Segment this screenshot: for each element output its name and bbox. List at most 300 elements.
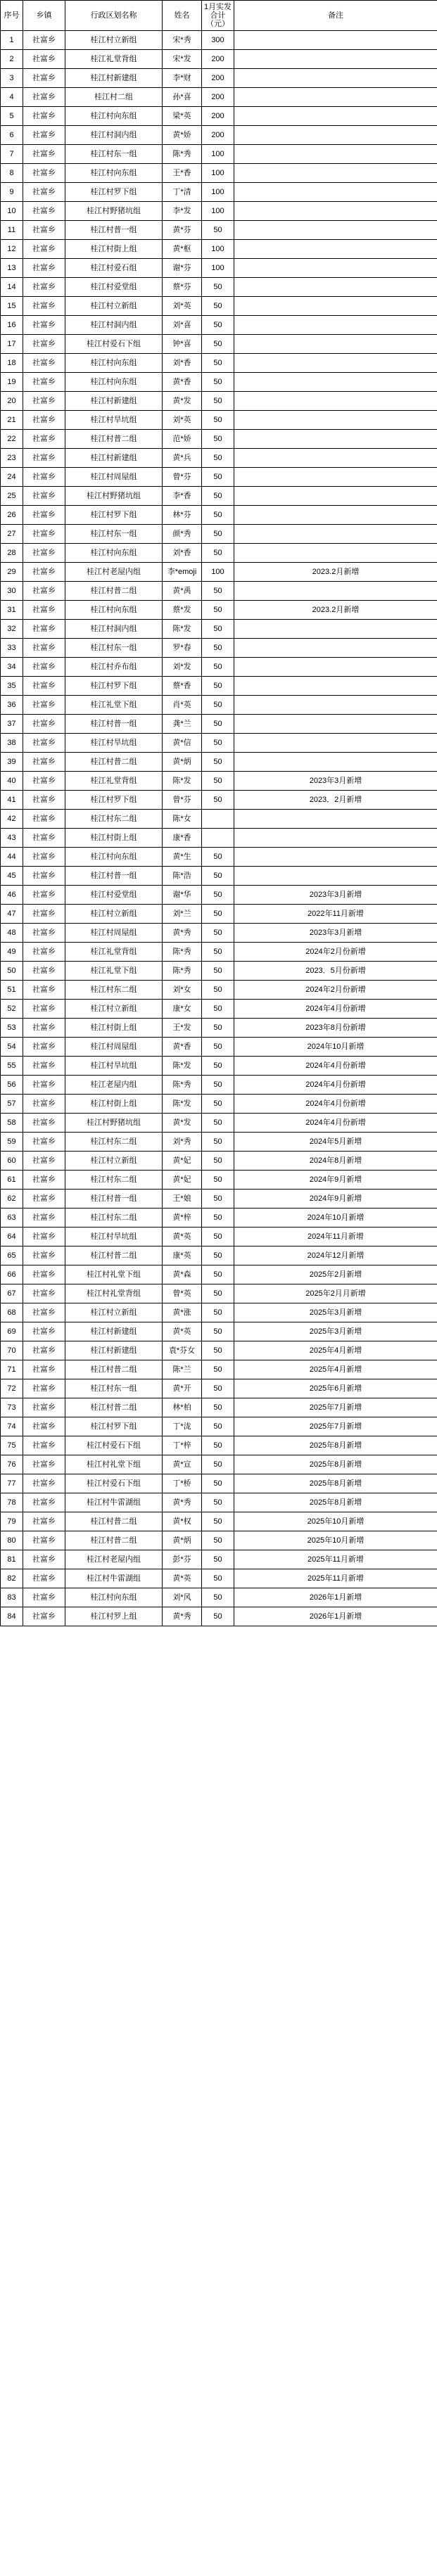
cell-name: 袁*芬女 [163,1341,202,1360]
cell-area: 桂江村罗上组 [65,1607,163,1626]
table-row [1,107,437,126]
cell-seq: 30 [1,582,23,601]
cell-name: 黄*炳 [163,1531,202,1550]
cell-amount: 50 [202,620,234,639]
cell-amount: 200 [202,107,234,126]
cell-name: 梁*英 [163,107,202,126]
cell-town: 社富乡 [23,449,65,468]
cell-note: 2025年7月新增 [234,1417,437,1436]
cell-town: 社富乡 [23,962,65,981]
cell-name: 黄*英 [163,1569,202,1588]
cell-area: 桂江村立新组 [65,297,163,316]
cell-name: 刘*风 [163,1588,202,1607]
cell-town: 社富乡 [23,848,65,867]
cell-amount: 50 [202,658,234,677]
cell-amount: 50 [202,1265,234,1284]
cell-seq: 25 [1,487,23,506]
cell-note [234,753,437,772]
cell-town: 社富乡 [23,240,65,259]
cell-seq: 49 [1,943,23,962]
cell-area: 桂江村礼堂下组 [65,1455,163,1474]
cell-seq: 65 [1,1246,23,1265]
cell-name: 黄*禹 [163,582,202,601]
cell-amount: 50 [202,1095,234,1114]
table-row [1,1493,437,1512]
cell-name: 丁*清 [163,183,202,202]
cell-town: 社富乡 [23,1133,65,1152]
cell-area: 桂江村普一组 [65,715,163,734]
cell-name: 黄*信 [163,734,202,753]
cell-seq: 78 [1,1493,23,1512]
cell-note [234,126,437,145]
table-row [1,1531,437,1550]
cell-area: 桂江村普二组 [65,582,163,601]
cell-amount: 50 [202,1284,234,1303]
cell-amount: 50 [202,1038,234,1057]
cell-note [234,734,437,753]
cell-town: 社富乡 [23,202,65,221]
cell-note: 2024年11月新增 [234,1228,437,1246]
cell-town: 社富乡 [23,335,65,354]
cell-area: 桂江村立新组 [65,31,163,50]
cell-seq: 82 [1,1569,23,1588]
cell-seq: 72 [1,1379,23,1398]
cell-seq: 13 [1,259,23,278]
cell-name: 龚*兰 [163,715,202,734]
cell-seq: 1 [1,31,23,50]
cell-area: 桂江村罗下组 [65,677,163,696]
cell-name: 黄*开 [163,1379,202,1398]
cell-town: 社富乡 [23,1152,65,1171]
cell-note [234,316,437,335]
table-row [1,278,437,297]
cell-note: 2024年4月份新增 [234,1076,437,1095]
cell-note: 2025年10月新增 [234,1531,437,1550]
cell-area: 桂江村洞内组 [65,126,163,145]
cell-town: 社富乡 [23,1114,65,1133]
cell-name: 谢*华 [163,886,202,905]
cell-area: 桂江村普二组 [65,1531,163,1550]
cell-area: 桂江礼堂背组 [65,50,163,69]
cell-seq: 15 [1,297,23,316]
cell-area: 桂江村东一组 [65,639,163,658]
cell-name: 罗*春 [163,639,202,658]
cell-name: 陈*发 [163,1095,202,1114]
cell-amount: 50 [202,1512,234,1531]
table-row [1,1038,437,1057]
cell-town: 社富乡 [23,183,65,202]
column-header-town: 乡镇 [23,1,65,31]
cell-area: 桂江村新建组 [65,69,163,88]
cell-amount: 100 [202,183,234,202]
cell-area: 桂江老屋内组 [65,1076,163,1095]
table-row [1,126,437,145]
cell-note: 2025年7月新增 [234,1398,437,1417]
cell-area: 桂江村向东组 [65,601,163,620]
cell-note: 2025年8月新增 [234,1436,437,1455]
cell-town: 社富乡 [23,107,65,126]
table-row [1,354,437,373]
table-row [1,544,437,563]
cell-note [234,544,437,563]
cell-town: 社富乡 [23,1303,65,1322]
cell-note: 2023.2月新增 [234,601,437,620]
cell-amount: 50 [202,411,234,430]
cell-town: 社富乡 [23,1398,65,1417]
cell-name: 刘*女 [163,981,202,1000]
cell-name: 李*发 [163,202,202,221]
cell-area: 桂江村爱石组 [65,259,163,278]
cell-name: 黄*秀 [163,924,202,943]
cell-seq: 6 [1,126,23,145]
table-row [1,259,437,278]
cell-note [234,715,437,734]
table-row [1,1360,437,1379]
table-row [1,69,437,88]
cell-area: 桂江村礼堂背组 [65,1284,163,1303]
table-row [1,867,437,886]
cell-amount: 50 [202,468,234,487]
cell-area: 桂江村普一组 [65,221,163,240]
cell-amount: 50 [202,1455,234,1474]
cell-note: 2024年4月份新增 [234,1114,437,1133]
cell-area: 桂江村新建组 [65,392,163,411]
cell-seq: 64 [1,1228,23,1246]
cell-area: 桂江村东二组 [65,981,163,1000]
cell-note: 2026年1月新增 [234,1607,437,1626]
cell-town: 社富乡 [23,867,65,886]
cell-area: 桂江村普一组 [65,1190,163,1209]
cell-town: 社富乡 [23,50,65,69]
cell-name: 黄*炳 [163,753,202,772]
cell-area: 桂江村野猪坑组 [65,202,163,221]
cell-name: 钟*喜 [163,335,202,354]
cell-amount: 50 [202,886,234,905]
cell-seq: 70 [1,1341,23,1360]
cell-amount: 50 [202,1171,234,1190]
cell-name: 蔡*香 [163,677,202,696]
cell-name: 曾*芬 [163,791,202,810]
cell-seq: 10 [1,202,23,221]
cell-name: 刘*香 [163,354,202,373]
cell-name: 黄*宣 [163,1455,202,1474]
cell-town: 社富乡 [23,1569,65,1588]
cell-amount: 100 [202,240,234,259]
cell-name: 刘*英 [163,411,202,430]
cell-note: 2025年8月新增 [234,1493,437,1512]
cell-amount: 50 [202,278,234,297]
cell-seq: 62 [1,1190,23,1209]
table-header-row [1,1,437,31]
table-row [1,1569,437,1588]
table-row [1,601,437,620]
cell-area: 桂江村立新组 [65,1152,163,1171]
table-row [1,981,437,1000]
table-row [1,677,437,696]
table-row [1,1019,437,1038]
cell-note [234,506,437,525]
table-row [1,924,437,943]
cell-amount: 50 [202,221,234,240]
cell-name: 康*香 [163,829,202,848]
cell-name: 黄*香 [163,373,202,392]
cell-town: 社富乡 [23,1379,65,1398]
cell-seq: 71 [1,1360,23,1379]
cell-town: 社富乡 [23,164,65,183]
cell-note: 2024年4月份新增 [234,1095,437,1114]
table-row [1,848,437,867]
table-row [1,1000,437,1019]
table-row [1,1474,437,1493]
cell-area: 桂江村立新组 [65,1303,163,1322]
cell-note [234,867,437,886]
cell-area: 桂江村新建组 [65,1341,163,1360]
cell-note [234,525,437,544]
cell-name: 黄*梓 [163,1209,202,1228]
cell-area: 桂江村向东组 [65,848,163,867]
cell-amount: 50 [202,1228,234,1246]
cell-seq: 46 [1,886,23,905]
cell-name: 刘*发 [163,658,202,677]
cell-town: 社富乡 [23,753,65,772]
cell-amount: 50 [202,392,234,411]
cell-note: 2025年2月月新增 [234,1284,437,1303]
cell-area: 桂江村周屋组 [65,468,163,487]
cell-amount: 100 [202,563,234,582]
table-row [1,1171,437,1190]
cell-seq: 63 [1,1209,23,1228]
cell-area: 桂江村罗下组 [65,791,163,810]
cell-note [234,183,437,202]
cell-note: 2025年6月新增 [234,1379,437,1398]
cell-seq: 76 [1,1455,23,1474]
cell-seq: 67 [1,1284,23,1303]
cell-name: 丁*梓 [163,1436,202,1455]
cell-town: 社富乡 [23,1417,65,1436]
cell-name: 黄*发 [163,392,202,411]
cell-seq: 43 [1,829,23,848]
cell-seq: 24 [1,468,23,487]
cell-area: 桂江村普二组 [65,430,163,449]
table-row [1,1114,437,1133]
cell-town: 社富乡 [23,905,65,924]
cell-note [234,829,437,848]
cell-town: 社富乡 [23,1057,65,1076]
cell-note [234,658,437,677]
table-row [1,430,437,449]
table-row [1,943,437,962]
table-row [1,639,437,658]
cell-area: 桂江村东二组 [65,1209,163,1228]
cell-amount: 50 [202,981,234,1000]
cell-name: 曾*英 [163,1284,202,1303]
table-row [1,1607,437,1626]
cell-town: 社富乡 [23,468,65,487]
cell-seq: 80 [1,1531,23,1550]
table-row [1,449,437,468]
cell-note [234,335,437,354]
cell-town: 社富乡 [23,316,65,335]
cell-area: 桂江村牛雷湖组 [65,1569,163,1588]
cell-amount [202,810,234,829]
cell-note: 2025年11月新增 [234,1550,437,1569]
cell-town: 社富乡 [23,1493,65,1512]
cell-note: 2025年10月新增 [234,1512,437,1531]
cell-town: 社富乡 [23,734,65,753]
cell-seq: 16 [1,316,23,335]
cell-note: 2024年2月份新增 [234,943,437,962]
cell-area: 桂江村向东组 [65,354,163,373]
cell-town: 社富乡 [23,1322,65,1341]
cell-amount: 50 [202,430,234,449]
cell-town: 社富乡 [23,1076,65,1095]
cell-amount: 50 [202,867,234,886]
cell-town: 社富乡 [23,1171,65,1190]
cell-name: 黄*森 [163,1265,202,1284]
table-row [1,468,437,487]
cell-name: 康*女 [163,1000,202,1019]
cell-note: 2024年12月新增 [234,1246,437,1265]
cell-name: 黄*秀 [163,1493,202,1512]
cell-town: 社富乡 [23,1284,65,1303]
cell-note: 2023．5月份新增 [234,962,437,981]
cell-seq: 34 [1,658,23,677]
cell-town: 社富乡 [23,1265,65,1284]
cell-amount: 50 [202,1209,234,1228]
cell-town: 社富乡 [23,791,65,810]
cell-town: 社富乡 [23,1246,65,1265]
cell-name: 宋*发 [163,50,202,69]
cell-area: 桂江村洞内组 [65,620,163,639]
cell-name: 陈*女 [163,810,202,829]
cell-seq: 74 [1,1417,23,1436]
cell-amount: 50 [202,848,234,867]
table-row [1,962,437,981]
cell-seq: 26 [1,506,23,525]
cell-name: 曾*芬 [163,468,202,487]
cell-seq: 75 [1,1436,23,1455]
cell-amount: 50 [202,1398,234,1417]
cell-amount: 50 [202,1360,234,1379]
table-row [1,1379,437,1398]
cell-town: 社富乡 [23,1341,65,1360]
cell-name: 黄*秀 [163,1607,202,1626]
cell-town: 社富乡 [23,1209,65,1228]
cell-note [234,107,437,126]
cell-seq: 79 [1,1512,23,1531]
cell-note: 2026年1月新增 [234,1588,437,1607]
cell-amount: 50 [202,1550,234,1569]
cell-note: 2025年3月新增 [234,1303,437,1322]
cell-area: 桂江村东一组 [65,1379,163,1398]
table-row [1,1246,437,1265]
cell-area: 桂江礼堂下组 [65,962,163,981]
table-row [1,145,437,164]
cell-seq: 31 [1,601,23,620]
cell-town: 社富乡 [23,1228,65,1246]
cell-note [234,582,437,601]
cell-note [234,677,437,696]
cell-amount: 50 [202,1417,234,1436]
cell-note: 2024年9月新增 [234,1190,437,1209]
cell-note: 2024年5月新增 [234,1133,437,1152]
column-header-name: 姓名 [163,1,202,31]
cell-seq: 60 [1,1152,23,1171]
cell-amount: 100 [202,202,234,221]
cell-amount: 50 [202,1436,234,1455]
cell-seq: 59 [1,1133,23,1152]
cell-seq: 11 [1,221,23,240]
cell-area: 桂江村东二组 [65,1171,163,1190]
cell-seq: 28 [1,544,23,563]
cell-name: 黄*妃 [163,1152,202,1171]
table-row [1,297,437,316]
cell-area: 桂江村旱坑组 [65,1228,163,1246]
cell-name: 林*柏 [163,1398,202,1417]
cell-amount: 50 [202,639,234,658]
cell-area: 桂江村礼堂下组 [65,1265,163,1284]
cell-seq: 47 [1,905,23,924]
cell-name: 李*emoji [163,563,202,582]
cell-town: 社富乡 [23,1455,65,1474]
cell-note [234,411,437,430]
cell-name: 黄*英 [163,1228,202,1246]
cell-town: 社富乡 [23,525,65,544]
cell-area: 桂江村野猪坑组 [65,1114,163,1133]
cell-area: 桂江村街上组 [65,829,163,848]
cell-seq: 27 [1,525,23,544]
cell-seq: 41 [1,791,23,810]
cell-area: 桂江村普二组 [65,1246,163,1265]
cell-seq: 73 [1,1398,23,1417]
cell-name: 蔡*芬 [163,278,202,297]
cell-amount: 50 [202,1057,234,1076]
cell-amount: 50 [202,1322,234,1341]
cell-name: 陈*发 [163,620,202,639]
cell-amount: 50 [202,1133,234,1152]
cell-amount: 100 [202,259,234,278]
cell-name: 黄*发 [163,1114,202,1133]
table-row [1,1228,437,1246]
cell-seq: 7 [1,145,23,164]
cell-name: 黄*权 [163,1512,202,1531]
cell-town: 社富乡 [23,772,65,791]
cell-note [234,145,437,164]
cell-amount: 50 [202,544,234,563]
cell-town: 社富乡 [23,145,65,164]
cell-note: 2024年9月新增 [234,1171,437,1190]
table-row [1,1284,437,1303]
table-row [1,734,437,753]
cell-area: 桂江村普二组 [65,1512,163,1531]
cell-seq: 14 [1,278,23,297]
cell-name: 陈*发 [163,772,202,791]
cell-town: 社富乡 [23,31,65,50]
cell-note: 2023年3月新增 [234,886,437,905]
cell-name: 陈*秀 [163,962,202,981]
cell-note: 2023.2月新增 [234,563,437,582]
cell-area: 桂江村向东组 [65,1588,163,1607]
cell-area: 桂江村向东组 [65,373,163,392]
cell-town: 社富乡 [23,924,65,943]
cell-seq: 32 [1,620,23,639]
cell-name: 彭*芬 [163,1550,202,1569]
table-row [1,202,437,221]
table-row [1,1436,437,1455]
cell-name: 刘*香 [163,544,202,563]
cell-area: 桂江村罗下组 [65,1417,163,1436]
cell-seq: 35 [1,677,23,696]
